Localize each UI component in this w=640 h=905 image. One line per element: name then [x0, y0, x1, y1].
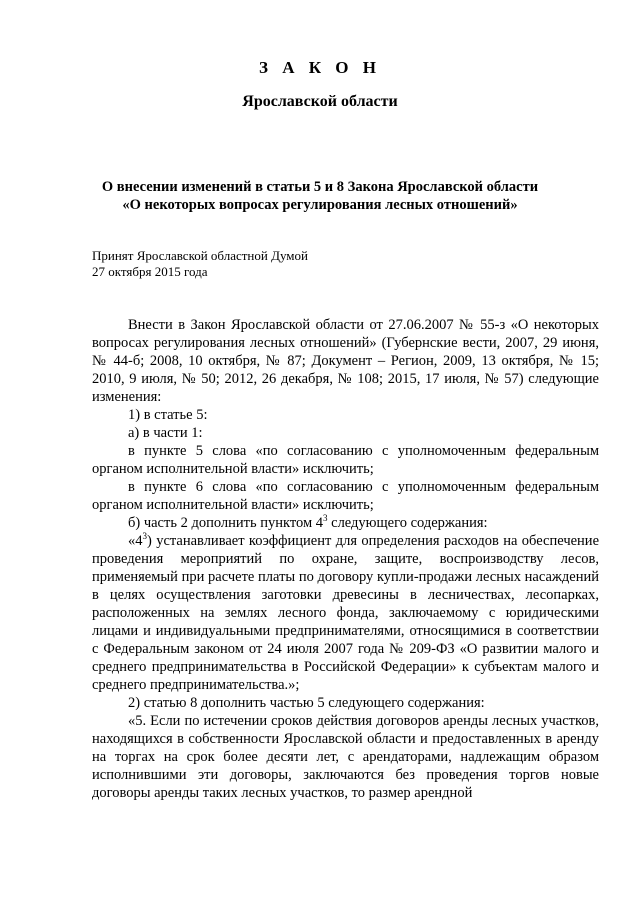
item-1b-text-end: следующего содержания: — [327, 515, 488, 531]
amendment-item-1a: а) в части 1: — [128, 425, 203, 441]
amendment-item-2: 2) статью 8 дополнить частью 5 следующего содержания: — [128, 695, 485, 711]
law-body — [92, 316, 599, 802]
quote-open: «4 — [128, 533, 143, 549]
adoption-body: Принят Ярославской областной Думой — [92, 248, 308, 263]
amendment-item-1b — [92, 514, 599, 532]
point-5-change: в пункте 5 слова «по согласованию с уполномоченным федеральным органом исполнительной власти» исключить; — [92, 443, 599, 477]
adoption-note — [92, 248, 308, 280]
law-region: Ярославской области — [242, 93, 398, 110]
adoption-date: 27 октября 2015 года — [92, 264, 208, 279]
quoted-point-4-3 — [92, 532, 599, 694]
quoted-part-5: «5. Если по истечении сроков действия договоров аренды лесных участков, находящихся в собственности Ярославской области и предоставленных в аренду на торгах на срок более десяти лет, с арендаторами, надлежащим образом исполнившими эти договоры, заключаются без проведения торгов новые договоры аренды таких лесных участков, то размер арендной — [92, 713, 599, 801]
quote-text: ) устанавливает коэффициент для определения расходов на обеспечение проведения мероприятий по охране, защите, воспроизводству лесов, применяемый при расчете платы по договору купли-продажи лесных насаждений в целях осуществления заготовки древесины в лесничествах, лесопарках, расположенных на землях лесного фонда, заключаемому с юридическими лицами и индивидуальными предпринимателями, относящимися в соответствии с Федеральным законом от 24 июля 2007 года № 209-ФЗ «О развитии малого и среднего предпринимательства в Российской Федерации» к субъектам малого и среднего предпринимательства.»; — [92, 533, 599, 693]
item-1b-text: б) часть 2 дополнить пунктом 4 — [128, 515, 324, 531]
law-title: З А К О Н — [258, 58, 382, 77]
item-1b-superscript: 3 — [323, 513, 328, 523]
subject-line-2: «О некоторых вопросах регулирования лесных отношений» — [122, 197, 518, 213]
point-6-change: в пункте 6 слова «по согласованию с уполномоченным федеральным органом исполнительной власти» исключить; — [92, 479, 599, 513]
quote-superscript: 3 — [142, 531, 147, 541]
amendment-item-1: 1) в статье 5: — [128, 407, 208, 423]
subject-line-1: О внесении изменений в статьи 5 и 8 Закона Ярославской области — [101, 179, 539, 195]
law-subject — [0, 178, 640, 214]
intro-paragraph: Внести в Закон Ярославской области от 27.06.2007 № 55-з «О некоторых вопросах регулирования лесных отношений» (Губернские вести, 2007, 29 июня, № 44-б; 2008, 10 октября, № 87; Документ – Регион, 2009, 13 октября, № 15; 2010, 9 июля, № 50; 2012, 26 декабря, № 108; 2015, 17 июля, № 57) следующие изменения: — [92, 317, 599, 405]
